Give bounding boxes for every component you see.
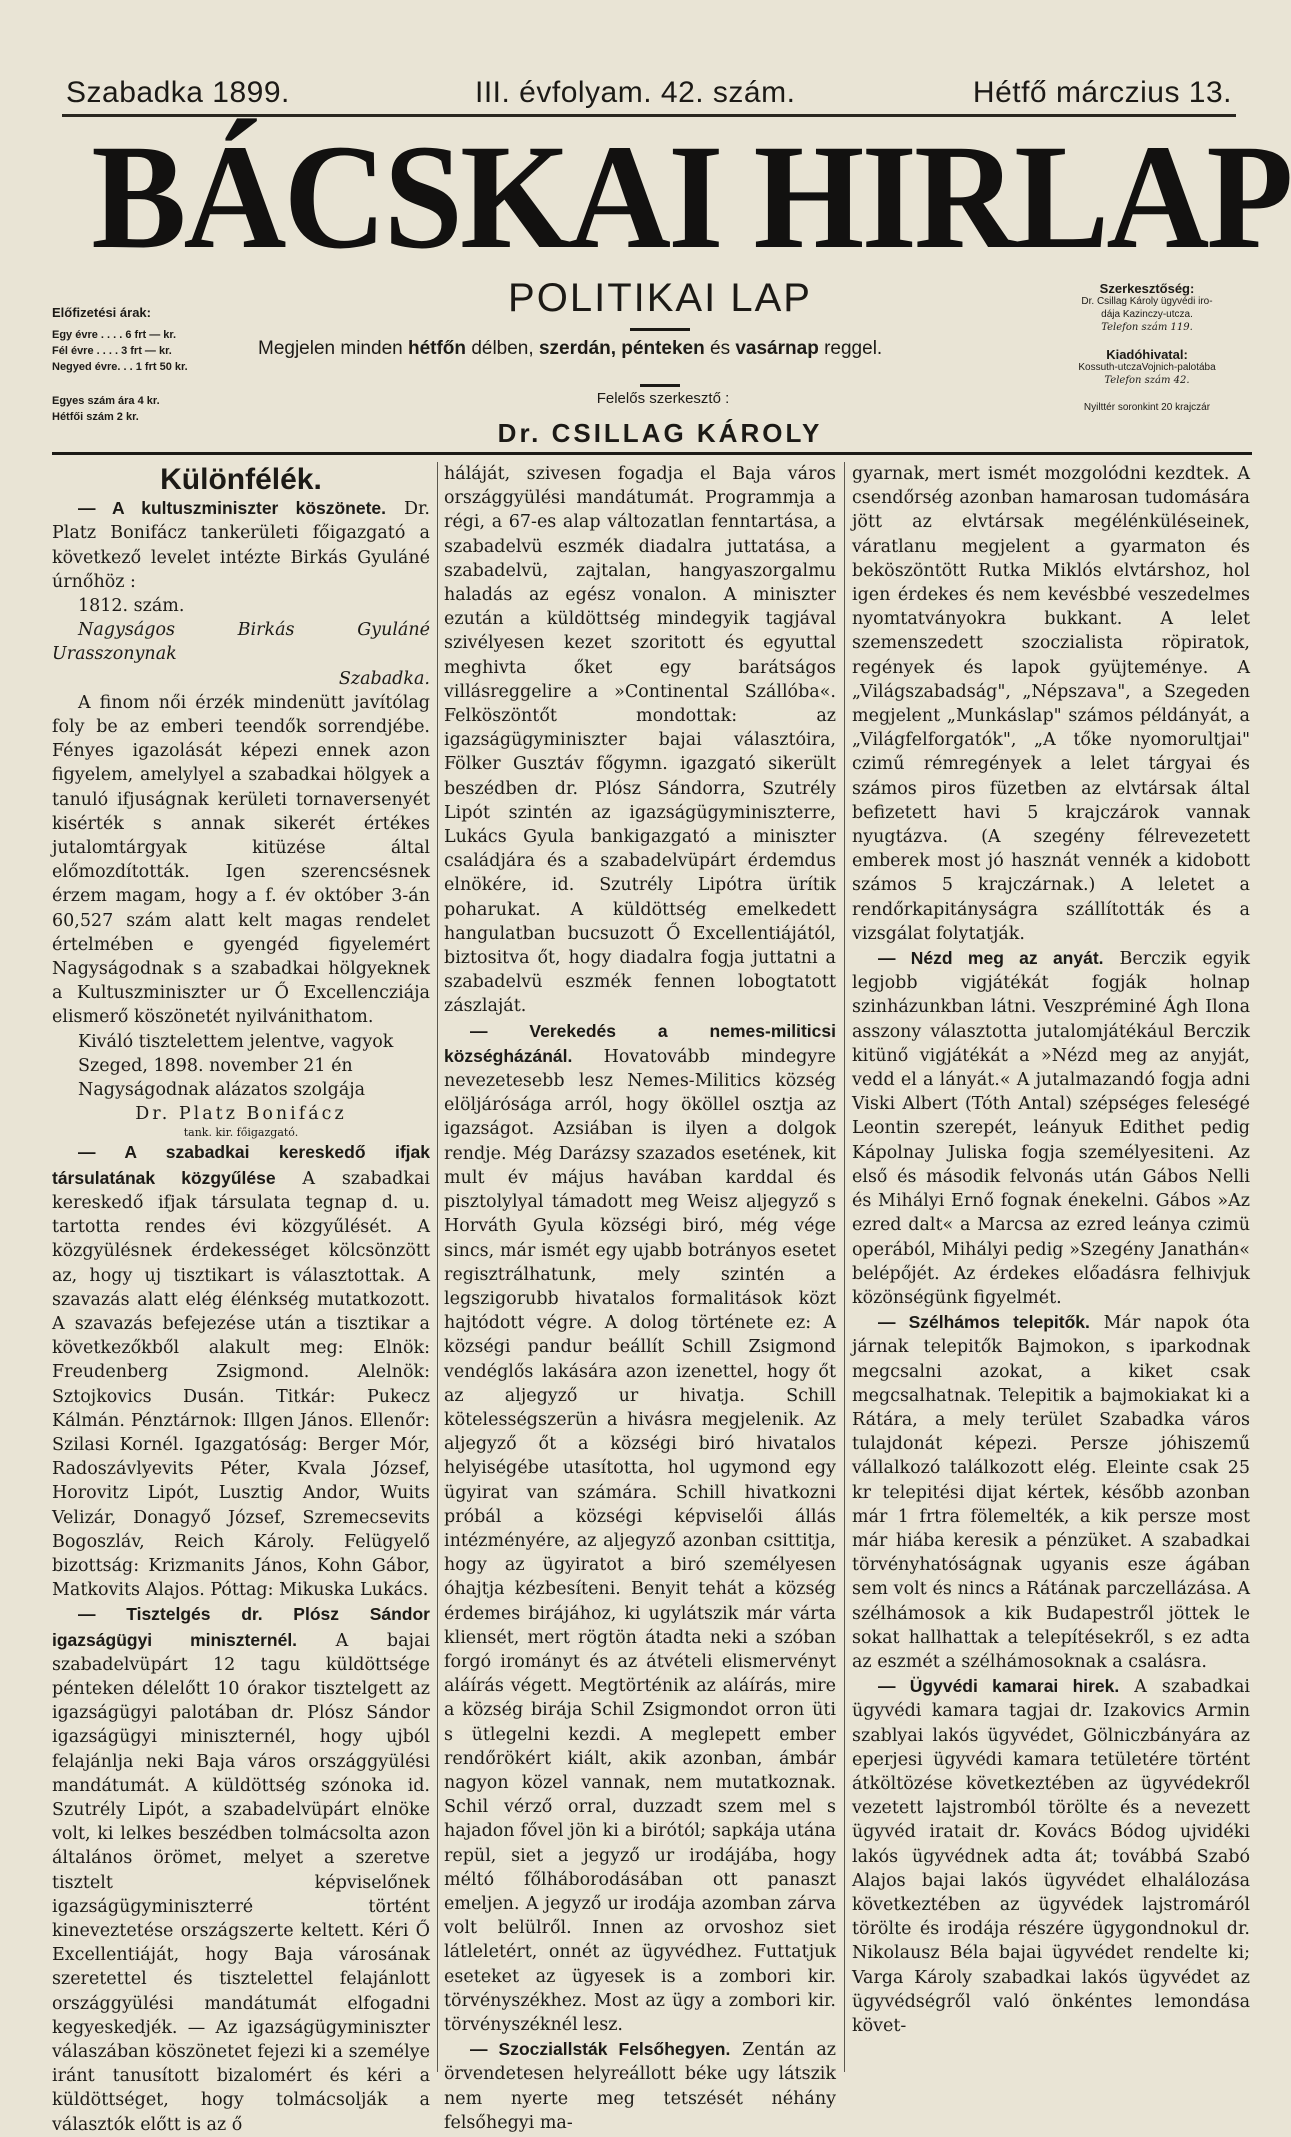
subtitle-rule	[630, 328, 690, 331]
monday-issue-price: Hétfői szám 2 kr.	[52, 411, 139, 423]
article	[444, 2037, 836, 2135]
section-heading: Különfélék.	[160, 463, 322, 496]
article-text: A szabadkai ügyvédi kamara tagjai dr. Izakovics Armin szablyai lakós ügyvédet, Gölniczbányára az eperjesi ügyvédi kamara tetületére történt átköltözése következtében az ügyvédekről vezetett lajstromból törölte és a nevezett ügyvéd iratait dr. Kovács Bódog ujvidéki lakós ügyvédnek adta át; továbbá Szabó Alajos bajai lakós ügyvédet elhalálozása következtében az ügyvédek lajstromáról törölte és irodája részére ügygondnokul dr. Nikolausz Béla bajai ügyvédet rendelte ki; Varga Károly szabadkai lakós ügyvédet az ügyvédségről való önkéntes lemondása követ-	[852, 1677, 1250, 2036]
issue-volume: III. évfolyam. 42. szám.	[475, 76, 796, 109]
letter-signature: Dr. Platz Bonifácz	[135, 1104, 347, 1125]
article-title: — Tisztelgés dr. Plósz Sándor igazságügyi miniszternél.	[52, 1604, 430, 1650]
article-title: — Szélhámos telepitők.	[878, 1312, 1090, 1333]
article-text: Dr. Platz Bonifácz tankerületi főigazgató a következő levelet intézte Birkás Gyuláné úrnőhöz :	[52, 499, 430, 592]
editor-name: Dr. CSILLAG KÁROLY	[497, 418, 823, 448]
schedule-text: Megjelen minden	[258, 338, 403, 359]
article	[52, 1602, 430, 2136]
issue-weekday-date: Hétfő márczius 13.	[972, 76, 1232, 109]
article-title: — Ügyvédi kamarai hirek.	[878, 1676, 1120, 1697]
article-text: A finom női érzék mindenütt javítólag foly be az emberi teendők sorrendjébe. Fényes igazolását képezi ennek azon figyelem, amelylyel a szabadkai hölgyek a tanuló ifjuságnak kerületi tornaversenyét kisérték s annak sikerét értékes jutalomtárgyak kitüzése által előmozdították. Igen szerencsésnek érzem magam, hogy a f. év október 3-án 60,527 szám alatt kelt magas rendelet értelmében e gyengéd figyelemért Nagyságodnak s a szabadkai hölgyeknek a Kultuszminiszter ur Ő Excellencziája elismerő köszönetét nyilvánithatom.	[52, 692, 430, 1028]
office-title: Kiadóhivatal:	[1106, 347, 1188, 362]
article-title: — Szocziallsták Felsőhegyen.	[470, 2039, 731, 2060]
article	[52, 1140, 430, 1602]
editorial-address: Dr. Csillag Károly ügyvédi iro-	[1081, 296, 1213, 307]
editorial-title: Szerkesztőség:	[1099, 281, 1195, 296]
schedule-text: reggel.	[824, 338, 883, 359]
article	[852, 946, 1250, 1310]
price-line: Negyed évre. . . 1 frt 50 kr.	[52, 361, 188, 373]
editorial-address: dája Kazinczy-utcza.	[1101, 309, 1193, 320]
column-3	[852, 462, 1250, 2072]
article-text: Már napok óta járnak telepitők Bajmokon, s iparkodnak megcsalni azokat, a kiket csak megcsalhatnak. Telepitik a bajmokiakat ki a Rátára, a mely terület Szabadka város tulajdonát képezi. Persze jóhiszemű vállalkozó találkozott elég. Eleinte csak 25 kr telepitési dijat kértek, később azonban már 1 frtra fölemelték, a kik persze most már hiába keresik a pénzüket. A szabadkai törvényhatóságnak ugyanis esze ágában sem volt és nincs a Rátának parczellázása. A szélhámosok a kik Budapestről jöttek le sokat hallhattak a telepítésekről, s ez adta az eszmét a szélhámosoknak a csalásra.	[852, 1313, 1250, 1672]
price-line: Egy évre . . . . 6 frt — kr.	[52, 329, 177, 341]
editorial-office-box	[1042, 282, 1252, 414]
article-text: háláját, szivesen fogadja el Baja város országgyülési mandátumát. Programmja a régi, a 67-es alap változatlan fenntartása, a szabadelvü eszmék diadalra juttatása, a szabadelvü, zajtalan, hangyaszorgalmu haladás az egész vonalon. A miniszter ezután a küldöttség mindegyik tagjával szivélyesen kezet szoritott és egyuttal meghivta őket egy barátságos villásreggelire a »Continental Szállóba«. Felköszöntőt mondottak: az igazságügyminiszter bajai választóira, Fölker Gusztáv főgymn. igazgató sikerült beszédben dr. Plósz Sándorra, Szutrély Lipót szintén az igazságügyminiszterre, Lukács Gyula bankigazgató a miniszter családjára és a szabadelvüpárt érdemdus elnökére, id. Szutrély Lipótra ürítik poharukat. A küldöttség emelkedett hangulatban bucsuzott Ő Excellentiájától, biztositva őt, hogy diadalra fogja juttatni a szabadelvü eszmék fennen lobogtatott zászlaját.	[444, 464, 836, 1017]
masthead-subtitle: POLITIKAI LAP	[508, 276, 812, 320]
schedule-day: szerdán, pénteken	[538, 338, 705, 359]
column-2	[444, 462, 836, 2133]
office-phone: Telefon szám 42.	[1104, 375, 1190, 386]
letter-place: Szeged, 1898. november 21 én	[78, 1055, 353, 1076]
issue-place-date: Szabadka 1899.	[66, 76, 290, 109]
article-text: gyarnak, mert ismét mozgolódni kezdtek. A csendőrség azonban hamarosan tudomására jött az elvtársak megélénküléseinek, váratlanu megjelent a gyarmaton és beköszöntött Rutka Miklós elvtárshoz, hol igen érdekes és nem kevésbbé veszedelmes nyomtatványokra bukkant. A lelet szemenszedett szoczialista röpiratok, regények és lapok gyüjteménye. A „Világszabadság", „Népszava", a Szegeden megjelent „Munkáslap" számos példányát, a „Világfelforgatók", „A tőke nyomorultjai" czimű rémregények a lelet tárgyai és számos piros füzetben az elvtársak által befizetett havi 5 krajczárok vannak nyugtázva. (A szegény félrevezetett emberek most jó hasznát vennék a kidobott számos 5 krajczárnak.) A leletet a rendőrkapitányságra szállították és a vizsgálat folytatják.	[852, 464, 1250, 944]
column-divider	[437, 462, 438, 2072]
article	[444, 1019, 836, 2038]
article-text: A szabadkai kereskedő ifjak társulata tegnap d. u. tartotta rendes évi közgyűlését. A közgyülésnek érdekességet kölcsönzött az, hogy uj tisztikart is választottak. A szavazás alatt elég élénkség mutatkozott. A szavazás befejezése után a tisztikar a következőkből alakult meg: Elnök: Freudenberg Zsigmond. Alelnök: Sztojkovics Dusán. Titkár: Pukecz Kálmán. Pénztárnok: Illgen János. Ellenőr: Szilasi Kornél. Igazgatóság: Berger Mór, Radoszávlyevits Péter, Kvala József, Horovitz Lipót, Lusztig Andor, Wuits Velizár, Donagyő József, Szremecsevits Bogoszláv, Reich Károly. Felügyelő bizottság: Krizmanits János, Kohn Gábor, Matkovits Alajos. Póttag: Mikuska Lukács.	[52, 1168, 430, 1601]
letter-rank: tank. kir. főigazgató.	[183, 1126, 299, 1140]
article-text: Berczik egyik legjobb vigjátékát fogják holnap szinházunkban látni. Veszpréminé Ágh Ilona asszony választotta jutalomjátékául Berczik kitünő vigjátékát a »Nézd meg az anyját, vedd el a lányát.« A jutalmazandó fogja adni Viski Albert (Tóth Antal) szépséges feleségé Leontin szerepét, leányuk Edithet pedig Kápolnay Juliska fogja személyesiteni. Az első és második felvonás után Gábos Nelli és Mihályi Ernő fognak énekelni. Gábos »Az ezred dalt« a Marcsa az ezred leánya czimü operából, Mihályi pedig »Szegény Janathán« belépőjét. Az érdekes előadásra felhivjuk közönségünk figyelmét.	[852, 949, 1250, 1308]
article	[852, 1310, 1250, 1674]
article-title: — A kultuszminiszter köszönete.	[78, 498, 387, 519]
header-rule	[52, 452, 1252, 455]
prices-title: Előfizetési árak:	[52, 305, 151, 320]
article-text: A bajai szabadelvüpárt 12 tagu küldöttsége pénteken délelőtt 10 órakor tisztelgett az igazságügyi palotában dr. Plósz Sándor igazságügyi miniszternél, hogy ujból felajánlja neki Baja város országgyülési mandátumát. A küldöttség szónoka id. Szutrély Lipót, a szabadelvüpárt elnöke volt, ki lelkes beszédben tolmácsolta azon általános örömet, melyet a szeretve tisztelt képviselőnek igazságügyminiszterré történt kineveztetése országszerte keltett. Kéri Ő Excellentiáját, hogy Baja városának szeretettel és tisztelettel felajánlott országgyülési mandátumát elfogadni kegyeskedjék. — Az igazságügyminiszter válaszában köszönetet fejezi ki a személye iránt tanusított bizalomért és kéri a küldöttséget, hogy tolmácsolják a választók előtt is az ő	[52, 1630, 430, 2135]
subscription-prices	[52, 305, 252, 425]
office-address: Kossuth-utczaVojnich-palotába	[1078, 362, 1216, 373]
price-line: Fél évre . . . . 3 frt — kr.	[52, 345, 172, 357]
nyillter-price: Nyilttér soronkint 20 krajczár	[1083, 402, 1211, 413]
schedule-text: és	[710, 338, 731, 359]
letter-close: Kiváló tisztelettem jelentve, vagyok	[78, 1031, 394, 1052]
editor-rule	[640, 384, 680, 387]
article	[852, 1674, 1250, 2038]
letter-city: Szabadka.	[338, 668, 430, 689]
issue-line	[62, 74, 1236, 117]
letter-address: Nagyságos Birkás Gyuláné Urasszonynak	[52, 620, 430, 665]
letter-servant: Nagyságodnak alázatos szolgája	[78, 1080, 366, 1101]
editor-label: Felelős szerkesztő :	[596, 390, 730, 407]
article-title: — Verekedés a nemes-militicsi községházánál.	[444, 1020, 836, 1066]
editorial-phone: Telefon szám 119.	[1101, 322, 1193, 333]
publication-schedule	[258, 338, 1038, 360]
masthead-title: BÁCSKAI HIRLAP	[91, 114, 1291, 280]
article-text: Hovatovább mindegyre nevezetesebb lesz Nemes-Militics község elöljárósága arról, hogy ököllel osztja az igazságot. Azsiában is ilyen a dolgok rendje. Még Darázsy szazados esetének, kit mult év május havában karddal és pisztolylyal támadott meg Weisz aljegyző s Horváth Gyula községi biró, még vége sincs, már ismét egy ujabb botrányos esetet regisztrálhatunk, mely szintén a legszigorubb hivatalos formalitások közt hajtódott végre. A dolog története ez: A községi pandur beállít Schill Zsigmond vendéglős lakására azon izenettel, hogy őt az aljegyző ur hivatja. Schill kötelességszerün a hivásra megjelenik. Az aljegyző őt a községi biró hivatalos helyiségébe utasította, hol ugymond egy ügyirat van számára. Schill hivatkozni próbál a községi képviselői állás intézményére, az aljegyző azonban csittitja, hogy az ügyiratot a biró személyesen óhajtja kézbesíteni. Benyit tehát a község érdemes birájához, ki ugylátszik már várta kliensét, mert rögtön átadta neki a szóban forgó irományt és az átvételi elismervényt aláírás végett. Megtörténik az aláírás, mire a község birája Schil Zsigmondot orron üti s ütlegelni kezdi. A meglepett ember rendőrökért kiált, akik azonban, ámbár nagyon közel vannak, nem mutatkoznak. Schil vérző orral, duzzadt szem mel s hajadon fővel jön ki a birótól; sapkája utána repül, siet a jegyző ur irodájába, hogy méltó főlháborodásában ott panaszt emeljen. A jegyző ur irodája azomban zárva volt belülről. Innen az orvoshoz siet látleletért, onnét az ügyvédhez. Futtatjuk eseteket az ügyesek is a zombori kir. törvényszékhez. Most az ügy a zombori kir. törvényszéknél lesz.	[444, 1046, 836, 2035]
article-number: 1812. szám.	[78, 596, 185, 617]
column-1	[52, 462, 430, 2135]
article	[52, 496, 430, 594]
column-divider	[844, 462, 845, 2072]
article-text: Zentán az örvendetesen helyreállott béke ugy látszik nem nyerte meg tetszését néhány felsőhegyi ma-	[444, 2040, 836, 2133]
article-title: — A szabadkai kereskedő ifjak társulatának közgyűlése	[52, 1142, 430, 1188]
schedule-day: hétfőn	[407, 338, 467, 359]
article-title: — Nézd meg az anyát.	[878, 948, 1104, 969]
schedule-day: vasárnap	[735, 338, 819, 359]
schedule-text: délben,	[471, 338, 534, 359]
single-issue-price: Egyes szám ára 4 kr.	[52, 395, 160, 407]
